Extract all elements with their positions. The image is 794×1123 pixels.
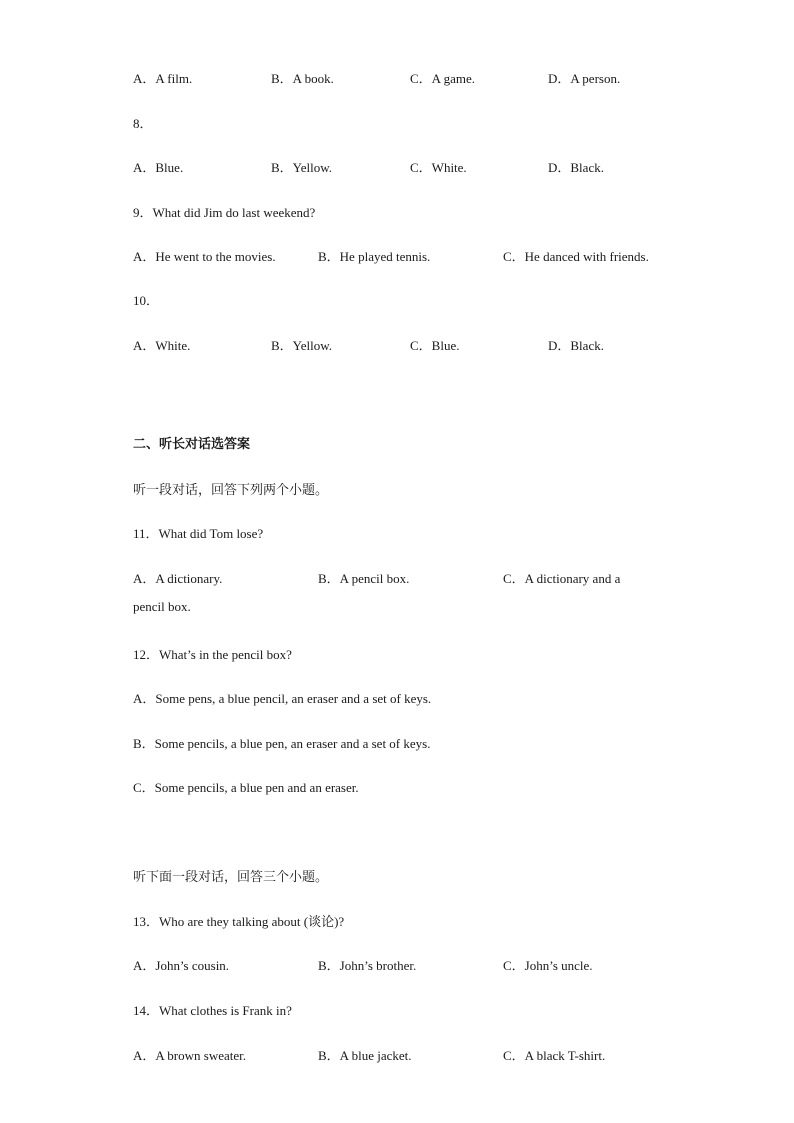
q8-option-a: A．Blue. bbox=[133, 160, 184, 175]
q11-option-c: C．A dictionary and a bbox=[503, 571, 621, 586]
q7-option-b: B．A book. bbox=[271, 71, 334, 86]
q10-option-c: C．Blue. bbox=[410, 338, 460, 353]
section-intro-1: 听一段对话，回答下列两个小题。 bbox=[133, 483, 329, 498]
section-heading: 二、听长对话选答案 bbox=[133, 437, 251, 452]
q10-option-b: B．Yellow. bbox=[271, 338, 333, 353]
q13-option-b: B．John’s brother. bbox=[318, 958, 417, 973]
q12-option-b: B．Some pencils, a blue pen, an eraser and a set of keys. bbox=[133, 736, 431, 751]
q14-option-a: A．A brown sweater. bbox=[133, 1048, 247, 1063]
section-intro-2: 听下面一段对话，回答三个小题。 bbox=[133, 870, 329, 885]
q8-option-b: B．Yellow. bbox=[271, 160, 333, 175]
q10-option-a: A．White. bbox=[133, 338, 191, 353]
q14-option-b: B．A blue jacket. bbox=[318, 1048, 412, 1063]
q9-option-b: B．He played tennis. bbox=[318, 249, 431, 264]
q7-option-d: D．A person. bbox=[548, 71, 621, 86]
q7-option-c: C．A game. bbox=[410, 71, 475, 86]
q13-option-c: C．John’s uncle. bbox=[503, 958, 593, 973]
q9-option-c: C．He danced with friends. bbox=[503, 249, 649, 264]
q11-option-a: A．A dictionary. bbox=[133, 571, 223, 586]
q8-option-c: C．White. bbox=[410, 160, 467, 175]
q9-stem: 9．What did Jim do last weekend? bbox=[133, 205, 316, 220]
q14-stem: 14．What clothes is Frank in? bbox=[133, 1003, 292, 1018]
q13-stem: 13．Who are they talking about (谈论)? bbox=[133, 914, 345, 929]
q11-stem: 11．What did Tom lose? bbox=[133, 526, 264, 541]
q11-option-c-continued: pencil box. bbox=[133, 599, 191, 614]
q12-option-c: C．Some pencils, a blue pen and an eraser. bbox=[133, 780, 359, 795]
q13-option-a: A．John’s cousin. bbox=[133, 958, 230, 973]
q7-option-a: A．A film. bbox=[133, 71, 193, 86]
q12-option-a: A．Some pens, a blue pencil, an eraser and a set of keys. bbox=[133, 691, 432, 706]
q9-option-a: A．He went to the movies. bbox=[133, 249, 276, 264]
q8-option-d: D．Black. bbox=[548, 160, 604, 175]
q10-stem: 10． bbox=[133, 293, 160, 308]
q11-option-b: B．A pencil box. bbox=[318, 571, 410, 586]
q10-option-d: D．Black. bbox=[548, 338, 604, 353]
q14-option-c: C．A black T-shirt. bbox=[503, 1048, 606, 1063]
q12-stem: 12．What’s in the pencil box? bbox=[133, 647, 292, 662]
q8-stem: 8． bbox=[133, 116, 153, 131]
